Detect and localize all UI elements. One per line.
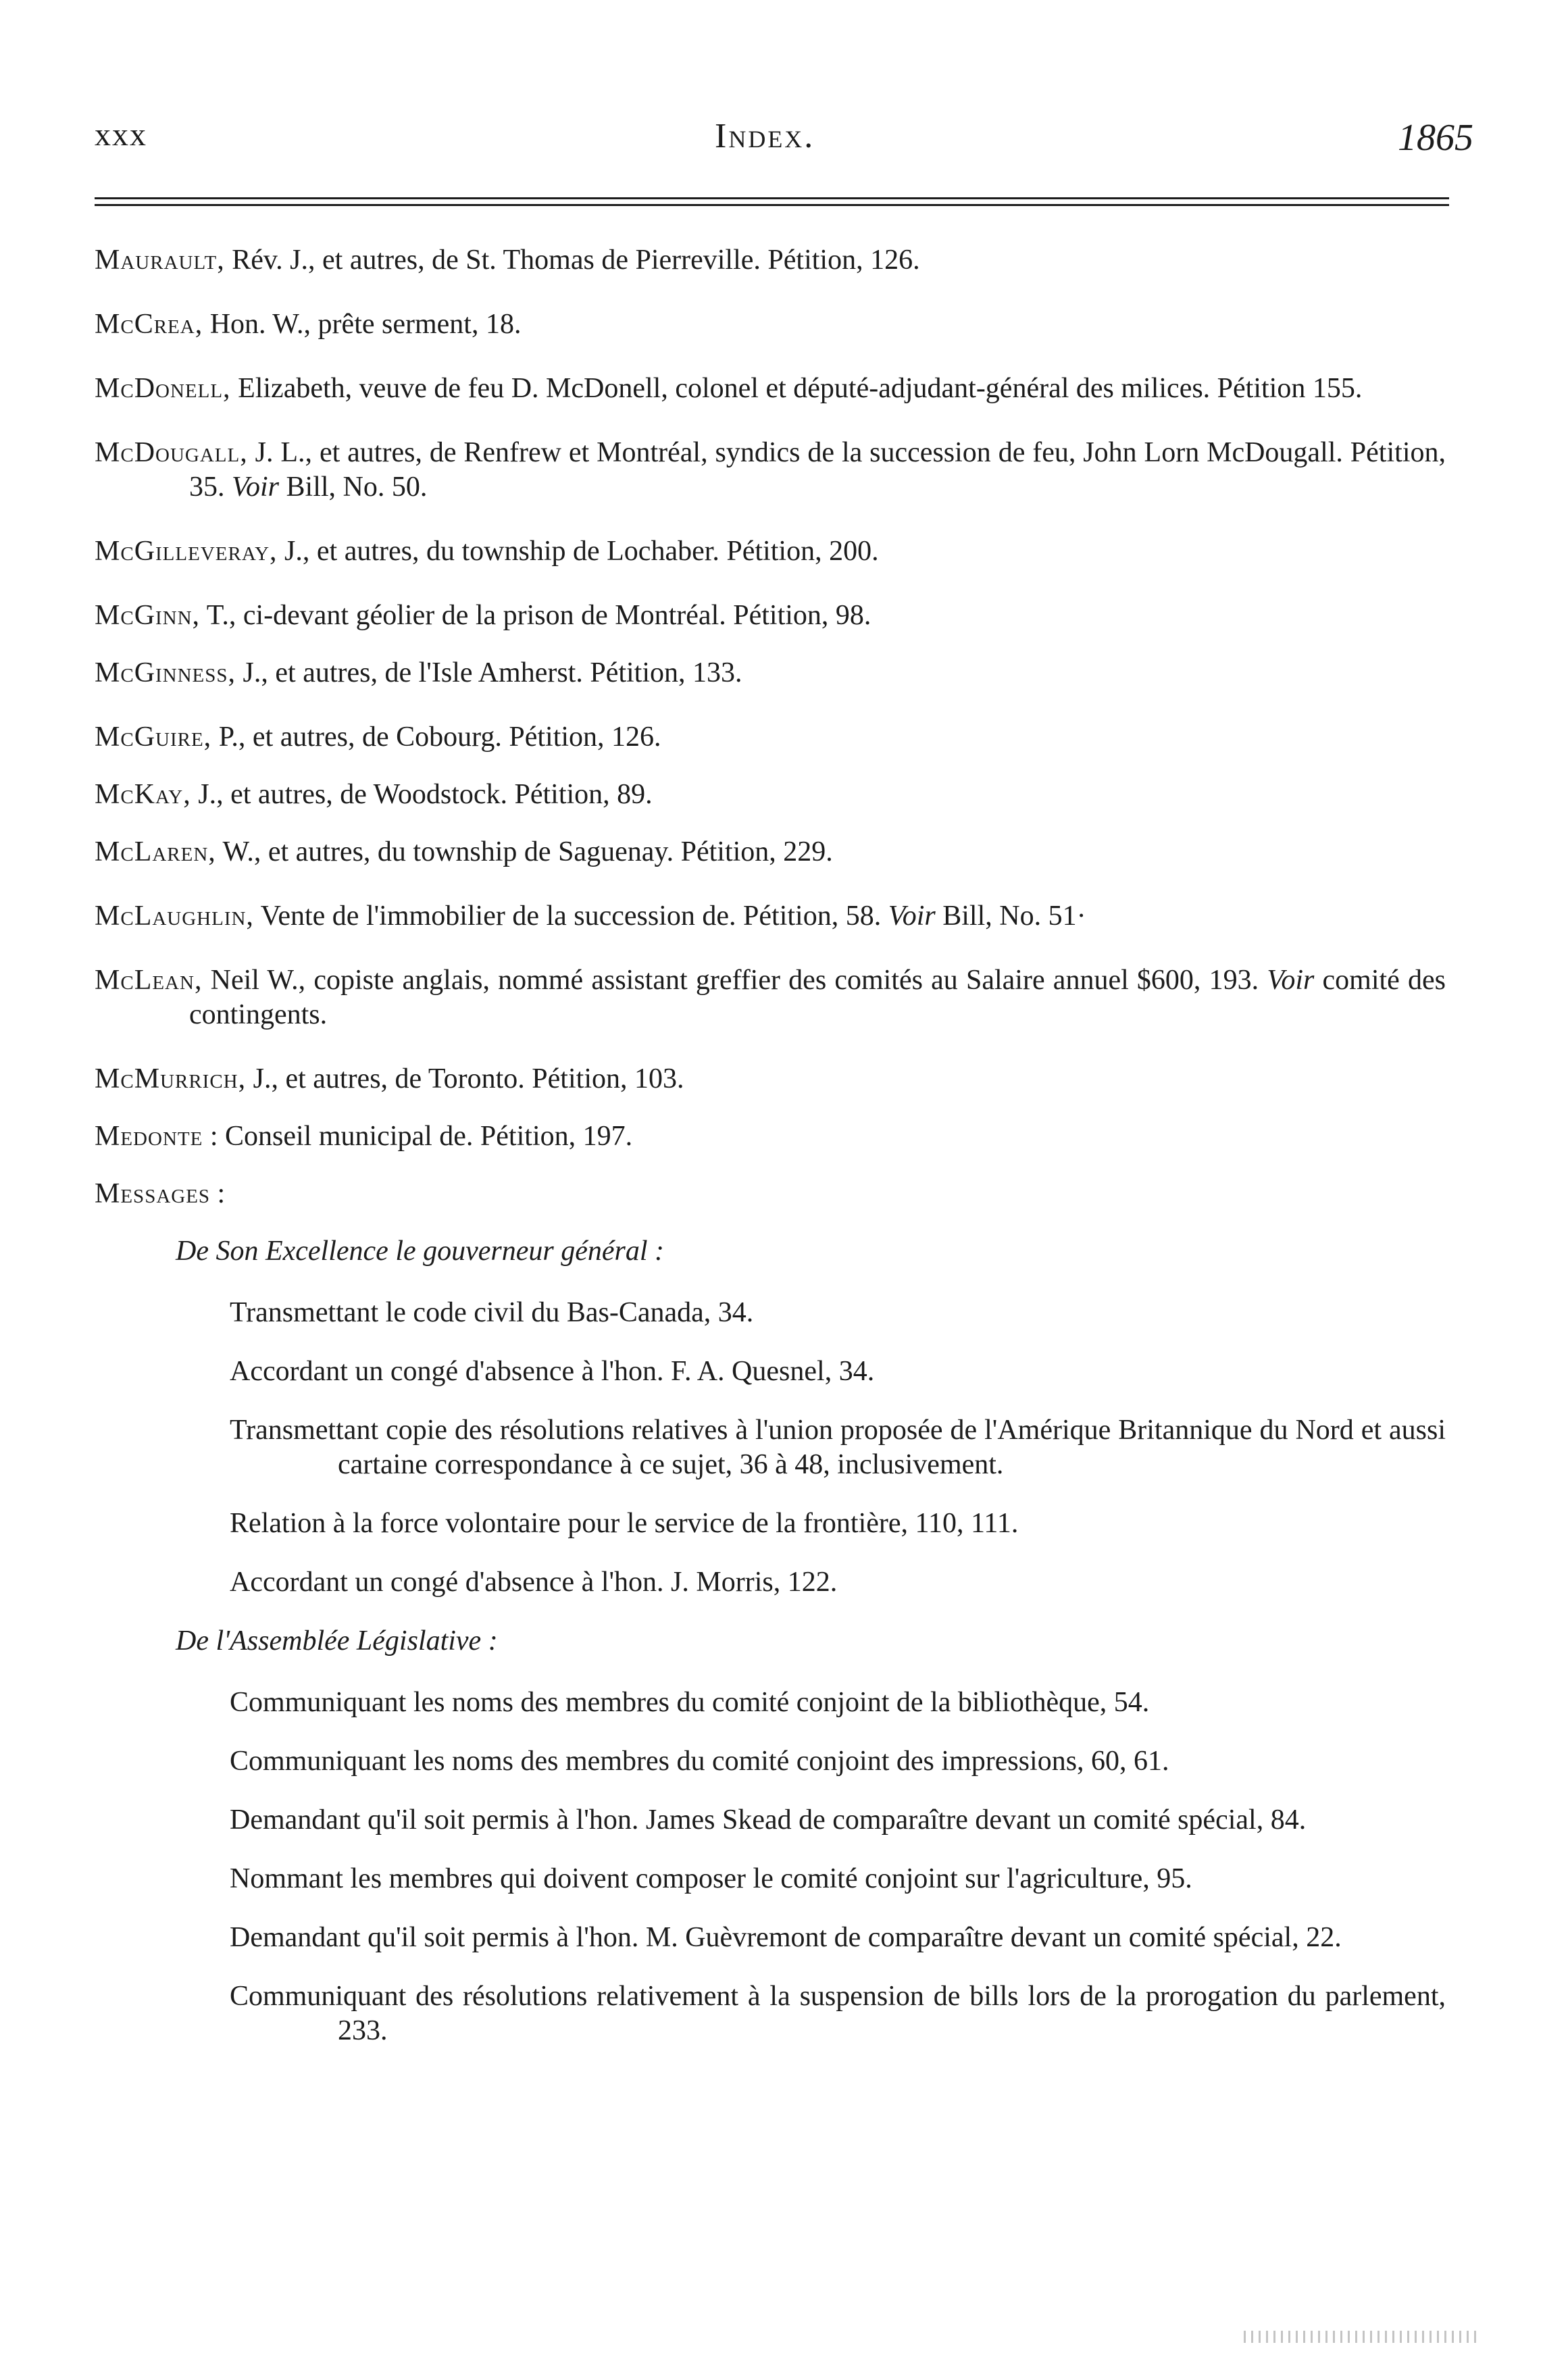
sub-entry: Communiquant les noms des membres du comité conjoint des impressions, 60, 61. xyxy=(230,1746,1169,1777)
index-entry: McGuire, P., et autres, de Cobourg. Pétition, 126. xyxy=(95,722,661,753)
index-entry: McKay, J., et autres, de Woodstock. Pétition, 89. xyxy=(95,779,653,810)
index-entry: McLaren, W., et autres, du township de Saguenay. Pétition, 229. xyxy=(95,836,833,867)
index-entry: McMurrich, J., et autres, de Toronto. Pétition, 103. xyxy=(95,1063,684,1094)
sub-entry: Demandant qu'il soit permis à l'hon. M. Guèvremont de comparaître devant un comité spécial, 22. xyxy=(230,1922,1342,1953)
index-entry: Medonte : Conseil municipal de. Pétition, 197. xyxy=(95,1121,633,1152)
page-number-roman: xxx xyxy=(95,117,147,153)
sub-entry: Demandant qu'il soit permis à l'hon. James Skead de comparaître devant un comité spécial, 84. xyxy=(230,1804,1307,1836)
page-header xyxy=(0,116,1568,170)
index-entry: McDonell, Elizabeth, veuve de feu D. McDonell, colonel et député-adjudant-général des milices. Pétition 155. xyxy=(95,373,1363,404)
header-rule-top xyxy=(95,197,1449,199)
sub-entry: Communiquant des résolutions relativement à la suspension de bills lors de la prorogation du parlement, 233. xyxy=(230,1981,1446,2046)
index-entry: McGinness, J., et autres, de l'Isle Amherst. Pétition, 133. xyxy=(95,657,742,688)
scan-noise xyxy=(1244,2331,1480,2343)
index-entry: McLean, Neil W., copiste anglais, nommé assistant greffier des comités au Salaire annuel $600, 193. Voir comité des contingents. xyxy=(95,965,1446,1030)
subheading-governor: De Son Excellence le gouverneur général : xyxy=(176,1236,665,1267)
sub-entry: Relation à la force volontaire pour le service de la frontière, 110, 111. xyxy=(230,1508,1019,1539)
index-entry: McCrea, Hon. W., prête serment, 18. xyxy=(95,309,522,340)
index-entry: McGilleveray, J., et autres, du township de Lochaber. Pétition, 200. xyxy=(95,536,879,567)
index-entry: McGinn, T., ci-devant géolier de la prison de Montréal. Pétition, 98. xyxy=(95,600,871,631)
index-entry: Maurault, Rév. J., et autres, de St. Thomas de Pierreville. Pétition, 126. xyxy=(95,245,920,276)
sub-entry: Communiquant les noms des membres du comité conjoint de la bibliothèque, 54. xyxy=(230,1687,1150,1718)
subheading-assembly: De l'Assemblée Législative : xyxy=(176,1625,498,1656)
index-entry: McDougall, J. L., et autres, de Renfrew et Montréal, syndics de la succession de feu, John Lorn McDougall. Pétition, 35. Voir Bill, No. 50. xyxy=(95,437,1446,503)
index-entry: McLaughlin, Vente de l'immobilier de la succession de. Pétition, 58. Voir Bill, No. 51· xyxy=(95,901,1086,932)
sub-entry: Nommant les membres qui doivent composer le comité conjoint sur l'agriculture, 95. xyxy=(230,1863,1192,1894)
index-entry-messages: Messages : xyxy=(95,1178,226,1209)
index-body xyxy=(95,243,1446,2073)
sub-entry: Transmettant copie des résolutions relatives à l'union proposée de l'Amérique Britannique du Nord et aussi cartaine correspondance à ce sujet, 36 à 48, inclusivement. xyxy=(230,1415,1446,1480)
running-title: Index. xyxy=(715,117,815,155)
sub-entry: Transmettant le code civil du Bas-Canada, 34. xyxy=(230,1297,754,1328)
sub-entry: Accordant un congé d'absence à l'hon. F. A. Quesnel, 34. xyxy=(230,1356,875,1387)
sub-entry: Accordant un congé d'absence à l'hon. J. Morris, 122. xyxy=(230,1567,838,1598)
header-rule-bottom xyxy=(95,204,1449,206)
year: 1865 xyxy=(1398,117,1473,159)
